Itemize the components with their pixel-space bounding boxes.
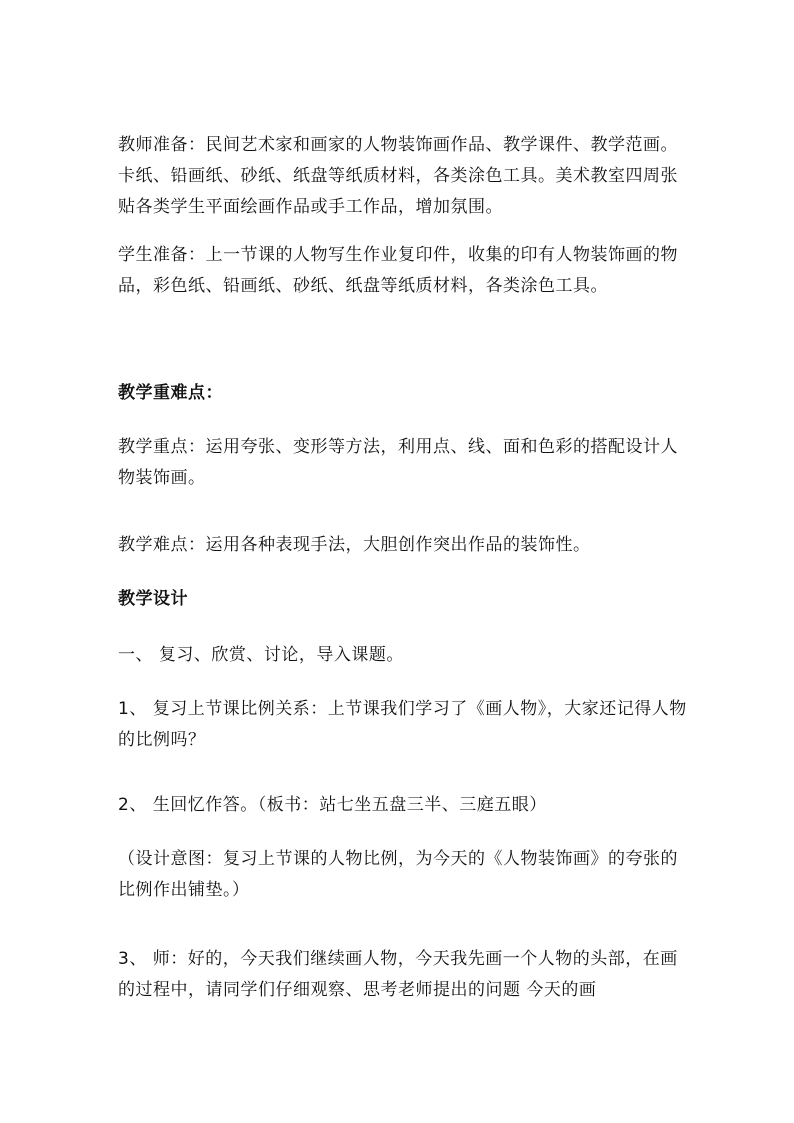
step-3-paragraph: 3、 师：好的，今天我们继续画人物，今天我先画一个人物的头部，在画的过程中，请同学们仔细观察、思考老师提出的问题 今天的画 [118, 949, 678, 1000]
step-2-paragraph: 2、 生回忆作答。（板书：站七坐五盘三半、三庭五眼） [118, 795, 547, 815]
design-heading: 教学设计 [118, 589, 188, 609]
key-point-paragraph: 教学重点：运用夸张、变形等方法，利用点、线、面和色彩的搭配设计人物装饰画。 [118, 437, 678, 488]
key-points-heading: 教学重难点： [118, 383, 223, 403]
difficult-point-paragraph: 教学难点：运用各种表现手法，大胆创作突出作品的装饰性。 [118, 535, 591, 555]
teacher-prep-paragraph: 教师准备：民间艺术家和画家的人物装饰画作品、教学课件、教学范画。卡纸、铅画纸、砂纸、纸盘等纸质材料，各类涂色工具。美术教室四周张贴各类学生平面绘画作品或手工作品，增加氛围。 [118, 135, 678, 217]
student-prep-paragraph: 学生准备：上一节课的人物写生作业复印件，收集的印有人物装饰画的物品，彩色纸、铅画纸、砂纸、纸盘等纸质材料，各类涂色工具。 [118, 245, 678, 296]
step-1-paragraph: 1、 复习上节课比例关系：上节课我们学习了《画人物》，大家还记得人物的比例吗？ [118, 699, 687, 750]
section-one-heading: 一、 复习、欣赏、讨论，导入课题。 [118, 645, 404, 665]
design-intent-paragraph: （设计意图：复习上节课的人物比例，为今天的《人物装饰画》的夸张的比例作出铺垫。） [118, 849, 678, 900]
